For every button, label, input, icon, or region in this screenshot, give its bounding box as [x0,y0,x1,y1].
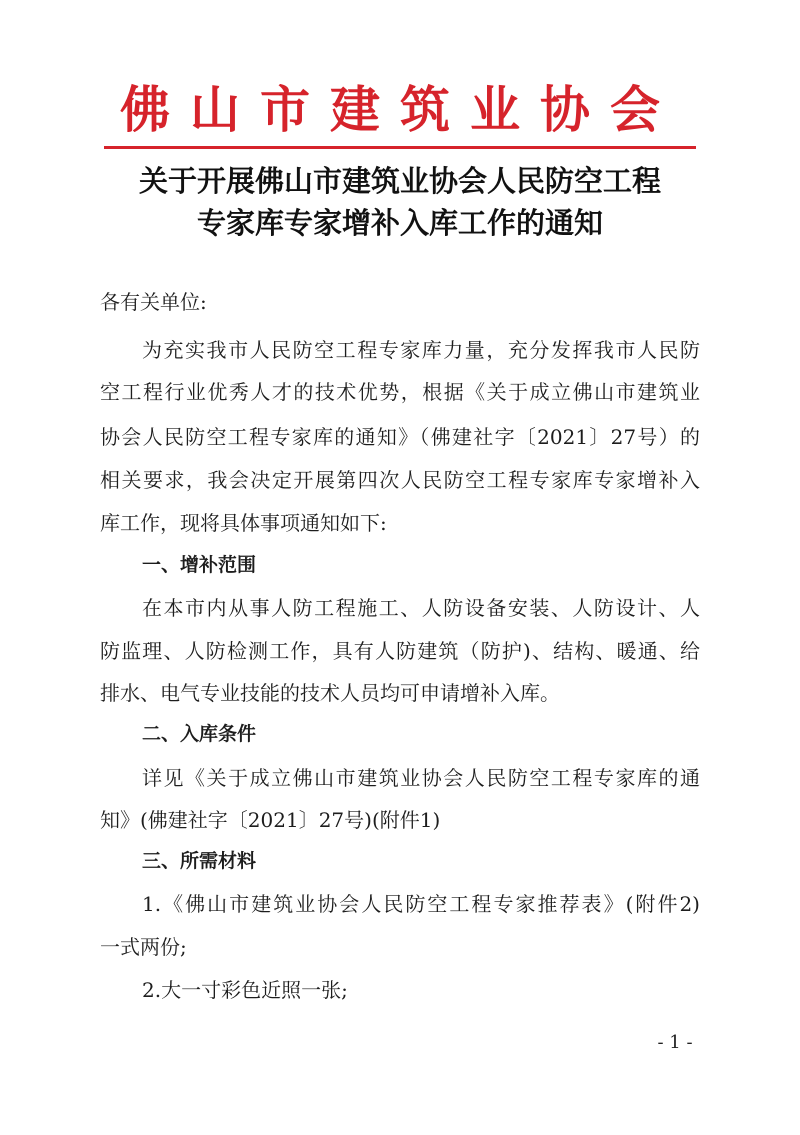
org-letterhead: 佛山市建筑业协会 [120,80,680,139]
paragraph-1-line: 库工作，现将具体事项通知如下: [100,511,387,535]
section-2-heading: 二、入库条件 [142,723,257,745]
page-number: - 1 - [657,1032,693,1053]
letterhead-red-rule [104,146,696,149]
section-3-heading: 三、所需材料 [142,850,257,872]
section-1-text-line: 防监理、人防检测工作，具有人防建筑（防护)、结构、暖通、给 [100,639,700,663]
paragraph-1-line: 协会人民防空工程专家库的通知》（佛建社字〔2021〕27号）的 [100,425,700,449]
section-2-text-line: 详见《关于成立佛山市建筑业协会人民防空工程专家库的通 [142,766,700,790]
section-1-text-line: 排水、电气专业技能的技术人员均可申请增补入库。 [100,681,560,705]
salutation: 各有关单位: [100,290,207,314]
section-3-item-line: 1.《佛山市建筑业协会人民防空工程专家推荐表》(附件2) [142,892,700,916]
section-1-text-line: 在本市内从事人防工程施工、人防设备安装、人防设计、人 [142,596,700,620]
paragraph-1-line: 为充实我市人民防空工程专家库力量，充分发挥我市人民防 [142,338,700,362]
paragraph-1-line: 空工程行业优秀人才的技术优势，根据《关于成立佛山市建筑业 [100,380,700,404]
section-2-text-line: 知》(佛建社字〔2021〕27号)(附件1) [100,808,441,832]
section-3-item-line: 2.大一寸彩色近照一张; [142,978,348,1002]
notice-title-line-1: 关于开展佛山市建筑业协会人民防空工程 [138,164,661,198]
section-1-heading: 一、增补范围 [142,554,257,576]
section-3-item-line: 一式两份; [100,935,187,959]
notice-title-line-2: 专家库专家增补入库工作的通知 [196,206,603,240]
paragraph-1-line: 相关要求，我会决定开展第四次人民防空工程专家库专家增补入 [100,468,700,492]
